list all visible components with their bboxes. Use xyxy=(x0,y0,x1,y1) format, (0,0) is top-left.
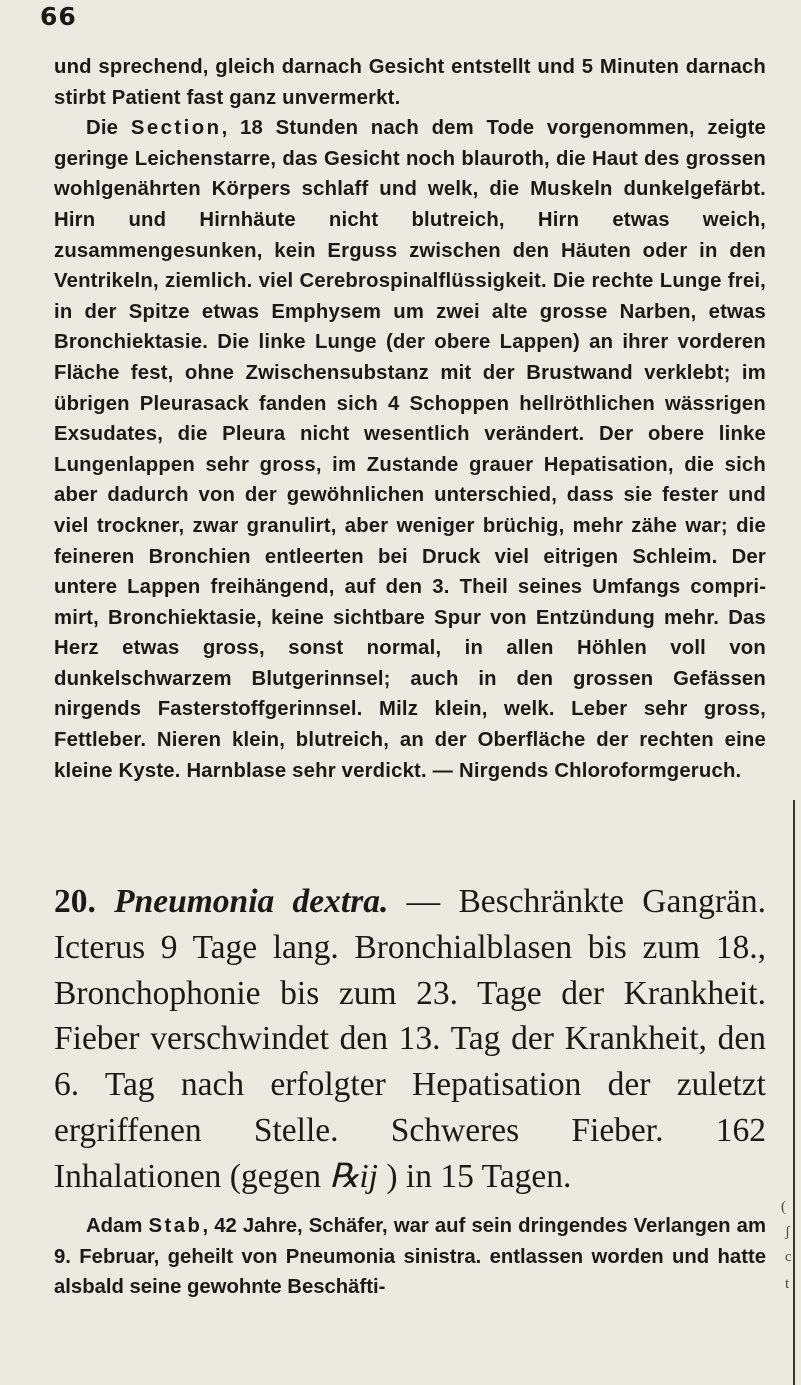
main-text xyxy=(54,52,766,786)
patient-name: Stab xyxy=(148,1215,203,1237)
section-lead: Die xyxy=(86,117,131,140)
section-text: , 18 Stunden nach dem Tode vorgenommen, zeigte geringe Leichenstarre, das Gesicht noch blauroth, die Haut des grossen wohlgenährten Körpers schlaff und welk, die Muskeln dunkelgefärbt. Hirn und Hirnhäute nicht blutreich, Hirn etwas weich, zusammengesunken, kein Erguss zwischen den Häuten oder in den Ventrikeln, ziemlich. viel Cerebrospinalflüssigkeit. Die rechte Lunge frei, in der Spitze etwas Emphysem um zwei alte grosse Narben, etwas Bronchiektasie. Die linke Lunge (der obere Lappen) an ihrer vorderen Fläche fest, ohne Zwischensubstanz mit der Brustwand verklebt; im übrigen Pleurasack fanden sich 4 Schoppen hellröthlichen wässrigen Exsudates, die Pleura nicht wesentlich verändert. Der obere linke Lungenlappen sehr gross, im Zustande grauer Hepatisation, die sich aber dadurch von der gewöhnlichen unterschied, dass sie fester und viel trockner, zwar granulirt, aber weniger brüchig, mehr zähe war; die feineren Bronchien entleerten bei Druck viel eitrigen Schleim. Der untere Lappen freihängend, auf den 3. Theil seines Umfangs comprimirt, Bronchiektasie, keine sichtbare Spur von Entzündung mehr. Das Herz etwas gross, sonst normal, in allen Höhlen voll von dunkelschwarzem Blutgerinnsel; auch in den grossen Gefässen nirgends Fasterstoffgerinnsel. Milz klein, welk. Leber sehr gross, Fettleber. Nieren klein, blutreich, an der Oberfläche der rechten eine kleine Kyste. Harnblase sehr verdickt. — Nirgends Chloroformgeruch. xyxy=(54,117,767,782)
case-diagnosis: Pneumonia dextra. xyxy=(114,883,389,920)
case-summary: — Beschränkte Gangrän. Icterus 9 Tage lang. Bronchialblasen bis zum 18., Bronchophonie bis zum 23. Tage der Krankheit. Fieber verschwindet den 13. Tag der Krankheit, den 6. Tag nach erfolgter Hepatisation der zuletzt ergriffenen Stelle. Schweres Fieber. 162 Inhalationen (gegen xyxy=(54,883,766,1195)
case-text: , 42 Jahre, Schäfer, war auf sein dringendes Verlangen am 9. Februar, geheilt von Pneumonia sinistra. entlassen worden und hatte alsbald seine gewohnte Beschäfti- xyxy=(54,1215,766,1299)
case-summary-end: ) in 15 Tagen. xyxy=(377,1157,572,1195)
section-word: Section xyxy=(130,117,222,140)
paragraph-continuation: und sprechend, gleich darnach Gesicht entstellt und 5 Minuten darnach stirbt Patient fast ganz unvermerkt. xyxy=(54,56,766,109)
case-heading xyxy=(54,879,766,1200)
section-paragraph xyxy=(54,113,766,786)
margin-mark: ( xyxy=(781,1199,786,1215)
case-number: 20. xyxy=(54,883,96,920)
page-edge-rule xyxy=(793,800,795,1385)
dose-symbol: ℞ij xyxy=(329,1157,378,1195)
case-description xyxy=(54,1211,766,1303)
page-number: 66 xyxy=(40,2,77,31)
margin-mark: c xyxy=(785,1249,792,1265)
case-text-lead: Adam xyxy=(86,1215,149,1237)
margin-mark: t xyxy=(785,1276,790,1292)
margin-mark: ʃ xyxy=(785,1224,790,1240)
